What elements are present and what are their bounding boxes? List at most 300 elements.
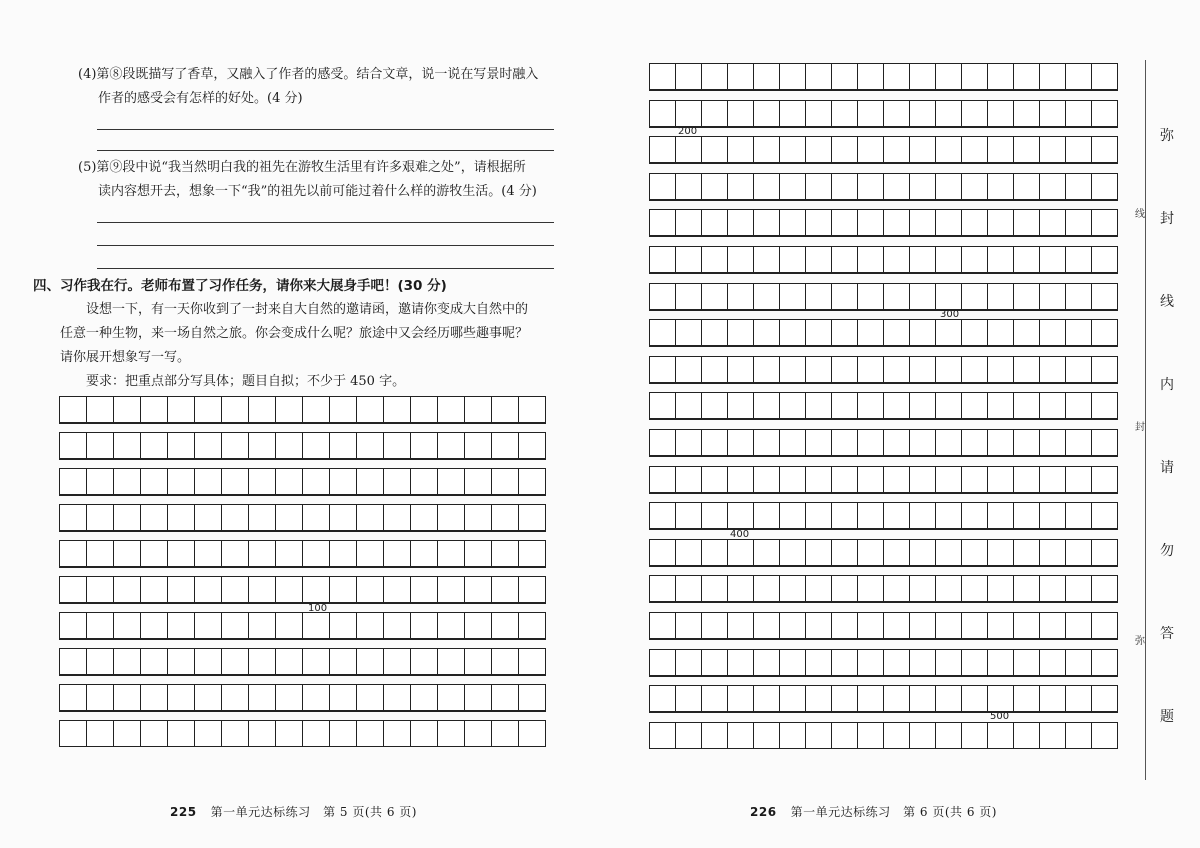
- writing-cell[interactable]: [491, 432, 519, 459]
- writing-cell[interactable]: [675, 319, 702, 346]
- writing-cell[interactable]: [883, 466, 910, 493]
- writing-cell[interactable]: [1091, 539, 1118, 566]
- writing-cell[interactable]: [1039, 392, 1066, 419]
- writing-cell[interactable]: [961, 173, 988, 200]
- writing-cell[interactable]: [1091, 319, 1118, 346]
- writing-cell[interactable]: [779, 722, 806, 749]
- writing-cell[interactable]: [857, 502, 884, 529]
- writing-cell[interactable]: [857, 319, 884, 346]
- writing-cell[interactable]: [935, 612, 962, 639]
- writing-cell[interactable]: [86, 504, 114, 531]
- writing-cell[interactable]: [805, 173, 832, 200]
- writing-cell[interactable]: [961, 466, 988, 493]
- writing-cell[interactable]: [649, 722, 676, 749]
- writing-cell[interactable]: [883, 429, 910, 456]
- writing-cell[interactable]: [883, 685, 910, 712]
- writing-cell[interactable]: [857, 649, 884, 676]
- writing-cell[interactable]: [831, 100, 858, 127]
- writing-cell[interactable]: [675, 685, 702, 712]
- writing-cell[interactable]: [1091, 209, 1118, 236]
- writing-cell[interactable]: [437, 720, 465, 747]
- writing-cell[interactable]: [649, 356, 676, 383]
- writing-cell[interactable]: [831, 63, 858, 90]
- writing-cell[interactable]: [701, 685, 728, 712]
- writing-cell[interactable]: [464, 648, 492, 675]
- writing-cell[interactable]: [1013, 575, 1040, 602]
- writing-cell[interactable]: [86, 432, 114, 459]
- writing-cell[interactable]: [753, 392, 780, 419]
- writing-cell[interactable]: [701, 539, 728, 566]
- writing-cell[interactable]: [909, 100, 936, 127]
- writing-cell[interactable]: [410, 720, 438, 747]
- writing-cell[interactable]: [805, 575, 832, 602]
- writing-cell[interactable]: [987, 685, 1014, 712]
- writing-cell[interactable]: [701, 466, 728, 493]
- writing-cell[interactable]: [831, 319, 858, 346]
- writing-cell[interactable]: [883, 246, 910, 273]
- writing-cell[interactable]: [649, 429, 676, 456]
- writing-cell[interactable]: [701, 722, 728, 749]
- writing-cell[interactable]: [1065, 466, 1092, 493]
- writing-cell[interactable]: [1065, 612, 1092, 639]
- writing-cell[interactable]: [675, 356, 702, 383]
- writing-cell[interactable]: [987, 283, 1014, 310]
- writing-cell[interactable]: [805, 100, 832, 127]
- writing-cell[interactable]: [753, 649, 780, 676]
- writing-cell[interactable]: [113, 612, 141, 639]
- writing-cell[interactable]: [329, 432, 357, 459]
- writing-cell[interactable]: [805, 722, 832, 749]
- writing-cell[interactable]: [59, 720, 87, 747]
- writing-cell[interactable]: [410, 612, 438, 639]
- writing-cell[interactable]: [675, 392, 702, 419]
- writing-cell[interactable]: [753, 466, 780, 493]
- writing-cell[interactable]: [221, 576, 249, 603]
- writing-cell[interactable]: [194, 720, 222, 747]
- writing-cell[interactable]: [1065, 539, 1092, 566]
- writing-cell[interactable]: [1065, 283, 1092, 310]
- writing-cell[interactable]: [675, 612, 702, 639]
- writing-cell[interactable]: [221, 720, 249, 747]
- writing-cell[interactable]: [1065, 356, 1092, 383]
- writing-cell[interactable]: [909, 649, 936, 676]
- writing-cell[interactable]: [302, 468, 330, 495]
- writing-cell[interactable]: [248, 720, 276, 747]
- writing-cell[interactable]: [727, 649, 754, 676]
- writing-cell[interactable]: [491, 576, 519, 603]
- writing-cell[interactable]: [356, 432, 384, 459]
- writing-cell[interactable]: [649, 502, 676, 529]
- writing-cell[interactable]: [883, 392, 910, 419]
- writing-cell[interactable]: [1039, 136, 1066, 163]
- writing-cell[interactable]: [909, 466, 936, 493]
- writing-cell[interactable]: [727, 63, 754, 90]
- writing-cell[interactable]: [491, 540, 519, 567]
- writing-cell[interactable]: [675, 429, 702, 456]
- writing-cell[interactable]: [1039, 649, 1066, 676]
- writing-cell[interactable]: [167, 432, 195, 459]
- writing-cell[interactable]: [1091, 612, 1118, 639]
- writing-cell[interactable]: [805, 539, 832, 566]
- writing-cell[interactable]: [649, 539, 676, 566]
- writing-cell[interactable]: [857, 136, 884, 163]
- writing-cell[interactable]: [437, 540, 465, 567]
- writing-cell[interactable]: [383, 576, 411, 603]
- writing-cell[interactable]: [701, 392, 728, 419]
- writing-cell[interactable]: [248, 432, 276, 459]
- writing-cell[interactable]: [275, 648, 303, 675]
- writing-cell[interactable]: [649, 246, 676, 273]
- writing-cell[interactable]: [987, 429, 1014, 456]
- writing-cell[interactable]: [329, 504, 357, 531]
- writing-cell[interactable]: [1039, 356, 1066, 383]
- writing-cell[interactable]: [909, 722, 936, 749]
- answer-line[interactable]: [97, 222, 554, 223]
- writing-cell[interactable]: [857, 356, 884, 383]
- writing-cell[interactable]: [883, 649, 910, 676]
- writing-cell[interactable]: [140, 576, 168, 603]
- writing-cell[interactable]: [701, 429, 728, 456]
- writing-cell[interactable]: [779, 539, 806, 566]
- writing-cell[interactable]: [779, 173, 806, 200]
- writing-cell[interactable]: [909, 356, 936, 383]
- writing-cell[interactable]: [935, 100, 962, 127]
- writing-cell[interactable]: [167, 576, 195, 603]
- writing-cell[interactable]: [961, 136, 988, 163]
- writing-cell[interactable]: [649, 136, 676, 163]
- writing-cell[interactable]: [1013, 63, 1040, 90]
- writing-cell[interactable]: [1065, 173, 1092, 200]
- writing-cell[interactable]: [831, 429, 858, 456]
- writing-cell[interactable]: [753, 612, 780, 639]
- writing-cell[interactable]: [194, 612, 222, 639]
- writing-cell[interactable]: [1039, 502, 1066, 529]
- writing-cell[interactable]: [140, 540, 168, 567]
- writing-cell[interactable]: [1013, 283, 1040, 310]
- writing-cell[interactable]: [831, 173, 858, 200]
- writing-cell[interactable]: [383, 468, 411, 495]
- writing-cell[interactable]: [329, 396, 357, 423]
- writing-cell[interactable]: [1039, 539, 1066, 566]
- writing-cell[interactable]: [491, 612, 519, 639]
- writing-cell[interactable]: [113, 432, 141, 459]
- writing-cell[interactable]: [883, 502, 910, 529]
- writing-cell[interactable]: [857, 575, 884, 602]
- writing-cell[interactable]: [410, 684, 438, 711]
- writing-cell[interactable]: [1091, 246, 1118, 273]
- writing-cell[interactable]: [1039, 319, 1066, 346]
- writing-cell[interactable]: [194, 396, 222, 423]
- writing-cell[interactable]: [518, 720, 546, 747]
- writing-cell[interactable]: [518, 612, 546, 639]
- writing-cell[interactable]: [935, 246, 962, 273]
- writing-cell[interactable]: [727, 575, 754, 602]
- writing-cell[interactable]: [113, 468, 141, 495]
- writing-cell[interactable]: [883, 575, 910, 602]
- writing-cell[interactable]: [701, 136, 728, 163]
- writing-cell[interactable]: [727, 685, 754, 712]
- writing-cell[interactable]: [805, 283, 832, 310]
- writing-cell[interactable]: [1091, 283, 1118, 310]
- writing-cell[interactable]: [675, 575, 702, 602]
- writing-cell[interactable]: [518, 648, 546, 675]
- writing-cell[interactable]: [649, 173, 676, 200]
- writing-cell[interactable]: [221, 612, 249, 639]
- writing-cell[interactable]: [194, 648, 222, 675]
- writing-cell[interactable]: [194, 468, 222, 495]
- writing-cell[interactable]: [1013, 392, 1040, 419]
- writing-cell[interactable]: [987, 209, 1014, 236]
- writing-cell[interactable]: [805, 429, 832, 456]
- writing-cell[interactable]: [779, 466, 806, 493]
- writing-cell[interactable]: [779, 100, 806, 127]
- writing-cell[interactable]: [805, 136, 832, 163]
- writing-cell[interactable]: [86, 468, 114, 495]
- writing-cell[interactable]: [113, 684, 141, 711]
- writing-cell[interactable]: [857, 612, 884, 639]
- writing-cell[interactable]: [675, 722, 702, 749]
- writing-cell[interactable]: [779, 685, 806, 712]
- writing-cell[interactable]: [86, 612, 114, 639]
- writing-cell[interactable]: [727, 356, 754, 383]
- writing-cell[interactable]: [961, 575, 988, 602]
- writing-cell[interactable]: [727, 283, 754, 310]
- writing-cell[interactable]: [221, 540, 249, 567]
- writing-cell[interactable]: [961, 392, 988, 419]
- writing-cell[interactable]: [1091, 100, 1118, 127]
- writing-cell[interactable]: [675, 539, 702, 566]
- writing-cell[interactable]: [649, 319, 676, 346]
- writing-cell[interactable]: [1091, 466, 1118, 493]
- writing-cell[interactable]: [649, 100, 676, 127]
- writing-cell[interactable]: [987, 356, 1014, 383]
- writing-cell[interactable]: [383, 720, 411, 747]
- writing-cell[interactable]: [831, 356, 858, 383]
- writing-cell[interactable]: [831, 575, 858, 602]
- writing-cell[interactable]: [779, 246, 806, 273]
- writing-cell[interactable]: [909, 612, 936, 639]
- writing-cell[interactable]: [909, 173, 936, 200]
- writing-cell[interactable]: [701, 612, 728, 639]
- writing-cell[interactable]: [275, 432, 303, 459]
- writing-cell[interactable]: [727, 246, 754, 273]
- writing-cell[interactable]: [1065, 575, 1092, 602]
- writing-cell[interactable]: [248, 684, 276, 711]
- writing-cell[interactable]: [491, 468, 519, 495]
- writing-cell[interactable]: [383, 432, 411, 459]
- writing-cell[interactable]: [1013, 685, 1040, 712]
- writing-cell[interactable]: [961, 63, 988, 90]
- writing-cell[interactable]: [649, 466, 676, 493]
- writing-cell[interactable]: [1013, 209, 1040, 236]
- writing-cell[interactable]: [753, 685, 780, 712]
- writing-cell[interactable]: [753, 502, 780, 529]
- writing-cell[interactable]: [831, 722, 858, 749]
- writing-cell[interactable]: [329, 540, 357, 567]
- writing-cell[interactable]: [1065, 392, 1092, 419]
- writing-cell[interactable]: [675, 136, 702, 163]
- writing-cell[interactable]: [1065, 246, 1092, 273]
- writing-cell[interactable]: [221, 432, 249, 459]
- writing-cell[interactable]: [649, 283, 676, 310]
- writing-cell[interactable]: [987, 392, 1014, 419]
- writing-cell[interactable]: [1013, 356, 1040, 383]
- writing-cell[interactable]: [1065, 685, 1092, 712]
- writing-cell[interactable]: [753, 539, 780, 566]
- writing-cell[interactable]: [113, 504, 141, 531]
- writing-cell[interactable]: [935, 539, 962, 566]
- writing-cell[interactable]: [1091, 722, 1118, 749]
- writing-cell[interactable]: [987, 63, 1014, 90]
- writing-cell[interactable]: [167, 504, 195, 531]
- writing-cell[interactable]: [491, 648, 519, 675]
- writing-cell[interactable]: [302, 612, 330, 639]
- writing-cell[interactable]: [935, 392, 962, 419]
- writing-cell[interactable]: [437, 576, 465, 603]
- writing-cell[interactable]: [883, 283, 910, 310]
- writing-cell[interactable]: [935, 575, 962, 602]
- writing-cell[interactable]: [909, 136, 936, 163]
- writing-cell[interactable]: [909, 502, 936, 529]
- writing-cell[interactable]: [779, 612, 806, 639]
- writing-cell[interactable]: [961, 429, 988, 456]
- writing-cell[interactable]: [1039, 173, 1066, 200]
- writing-cell[interactable]: [909, 63, 936, 90]
- writing-cell[interactable]: [464, 540, 492, 567]
- writing-cell[interactable]: [831, 649, 858, 676]
- writing-cell[interactable]: [1013, 100, 1040, 127]
- writing-cell[interactable]: [701, 63, 728, 90]
- writing-cell[interactable]: [805, 392, 832, 419]
- writing-cell[interactable]: [961, 246, 988, 273]
- writing-cell[interactable]: [675, 246, 702, 273]
- writing-cell[interactable]: [437, 432, 465, 459]
- writing-cell[interactable]: [753, 100, 780, 127]
- writing-cell[interactable]: [805, 685, 832, 712]
- writing-cell[interactable]: [987, 136, 1014, 163]
- writing-cell[interactable]: [805, 246, 832, 273]
- writing-cell[interactable]: [727, 319, 754, 346]
- writing-cell[interactable]: [961, 612, 988, 639]
- writing-cell[interactable]: [1039, 575, 1066, 602]
- writing-cell[interactable]: [753, 246, 780, 273]
- writing-cell[interactable]: [1039, 466, 1066, 493]
- writing-cell[interactable]: [113, 540, 141, 567]
- writing-cell[interactable]: [491, 684, 519, 711]
- writing-cell[interactable]: [935, 283, 962, 310]
- writing-cell[interactable]: [356, 648, 384, 675]
- writing-cell[interactable]: [831, 502, 858, 529]
- writing-cell[interactable]: [779, 649, 806, 676]
- writing-cell[interactable]: [1039, 685, 1066, 712]
- writing-cell[interactable]: [1013, 466, 1040, 493]
- writing-cell[interactable]: [194, 504, 222, 531]
- writing-cell[interactable]: [961, 685, 988, 712]
- writing-cell[interactable]: [961, 283, 988, 310]
- writing-cell[interactable]: [1091, 136, 1118, 163]
- writing-cell[interactable]: [935, 649, 962, 676]
- writing-cell[interactable]: [464, 684, 492, 711]
- writing-cell[interactable]: [140, 504, 168, 531]
- writing-cell[interactable]: [727, 612, 754, 639]
- writing-cell[interactable]: [1091, 392, 1118, 419]
- writing-cell[interactable]: [779, 283, 806, 310]
- writing-cell[interactable]: [935, 502, 962, 529]
- writing-cell[interactable]: [518, 684, 546, 711]
- writing-cell[interactable]: [1065, 136, 1092, 163]
- writing-cell[interactable]: [649, 649, 676, 676]
- writing-cell[interactable]: [701, 283, 728, 310]
- writing-cell[interactable]: [302, 432, 330, 459]
- writing-cell[interactable]: [140, 396, 168, 423]
- writing-cell[interactable]: [302, 684, 330, 711]
- writing-cell[interactable]: [857, 246, 884, 273]
- writing-cell[interactable]: [356, 612, 384, 639]
- writing-cell[interactable]: [883, 209, 910, 236]
- writing-cell[interactable]: [935, 63, 962, 90]
- writing-cell[interactable]: [1065, 502, 1092, 529]
- writing-cell[interactable]: [1039, 246, 1066, 273]
- writing-cell[interactable]: [909, 209, 936, 236]
- writing-cell[interactable]: [831, 539, 858, 566]
- writing-cell[interactable]: [935, 136, 962, 163]
- writing-cell[interactable]: [1091, 63, 1118, 90]
- writing-cell[interactable]: [86, 648, 114, 675]
- writing-cell[interactable]: [1013, 722, 1040, 749]
- writing-cell[interactable]: [140, 612, 168, 639]
- writing-cell[interactable]: [86, 576, 114, 603]
- writing-cell[interactable]: [59, 504, 87, 531]
- writing-cell[interactable]: [140, 684, 168, 711]
- writing-cell[interactable]: [140, 468, 168, 495]
- writing-cell[interactable]: [987, 246, 1014, 273]
- writing-cell[interactable]: [410, 504, 438, 531]
- writing-cell[interactable]: [753, 722, 780, 749]
- writing-cell[interactable]: [987, 100, 1014, 127]
- writing-cell[interactable]: [935, 429, 962, 456]
- writing-cell[interactable]: [167, 648, 195, 675]
- writing-cell[interactable]: [857, 429, 884, 456]
- writing-cell[interactable]: [779, 63, 806, 90]
- writing-cell[interactable]: [59, 576, 87, 603]
- writing-cell[interactable]: [437, 648, 465, 675]
- writing-cell[interactable]: [935, 356, 962, 383]
- writing-cell[interactable]: [1039, 722, 1066, 749]
- writing-cell[interactable]: [805, 612, 832, 639]
- writing-cell[interactable]: [1039, 429, 1066, 456]
- writing-cell[interactable]: [805, 319, 832, 346]
- writing-cell[interactable]: [518, 396, 546, 423]
- writing-cell[interactable]: [59, 684, 87, 711]
- writing-cell[interactable]: [727, 392, 754, 419]
- writing-cell[interactable]: [329, 720, 357, 747]
- writing-cell[interactable]: [437, 468, 465, 495]
- writing-cell[interactable]: [909, 283, 936, 310]
- writing-cell[interactable]: [727, 173, 754, 200]
- writing-cell[interactable]: [701, 319, 728, 346]
- writing-cell[interactable]: [329, 468, 357, 495]
- writing-cell[interactable]: [961, 502, 988, 529]
- writing-cell[interactable]: [383, 684, 411, 711]
- writing-cell[interactable]: [1065, 649, 1092, 676]
- writing-cell[interactable]: [779, 319, 806, 346]
- writing-cell[interactable]: [1013, 539, 1040, 566]
- writing-cell[interactable]: [753, 173, 780, 200]
- writing-cell[interactable]: [1065, 722, 1092, 749]
- writing-cell[interactable]: [59, 612, 87, 639]
- writing-cell[interactable]: [1065, 100, 1092, 127]
- writing-cell[interactable]: [961, 209, 988, 236]
